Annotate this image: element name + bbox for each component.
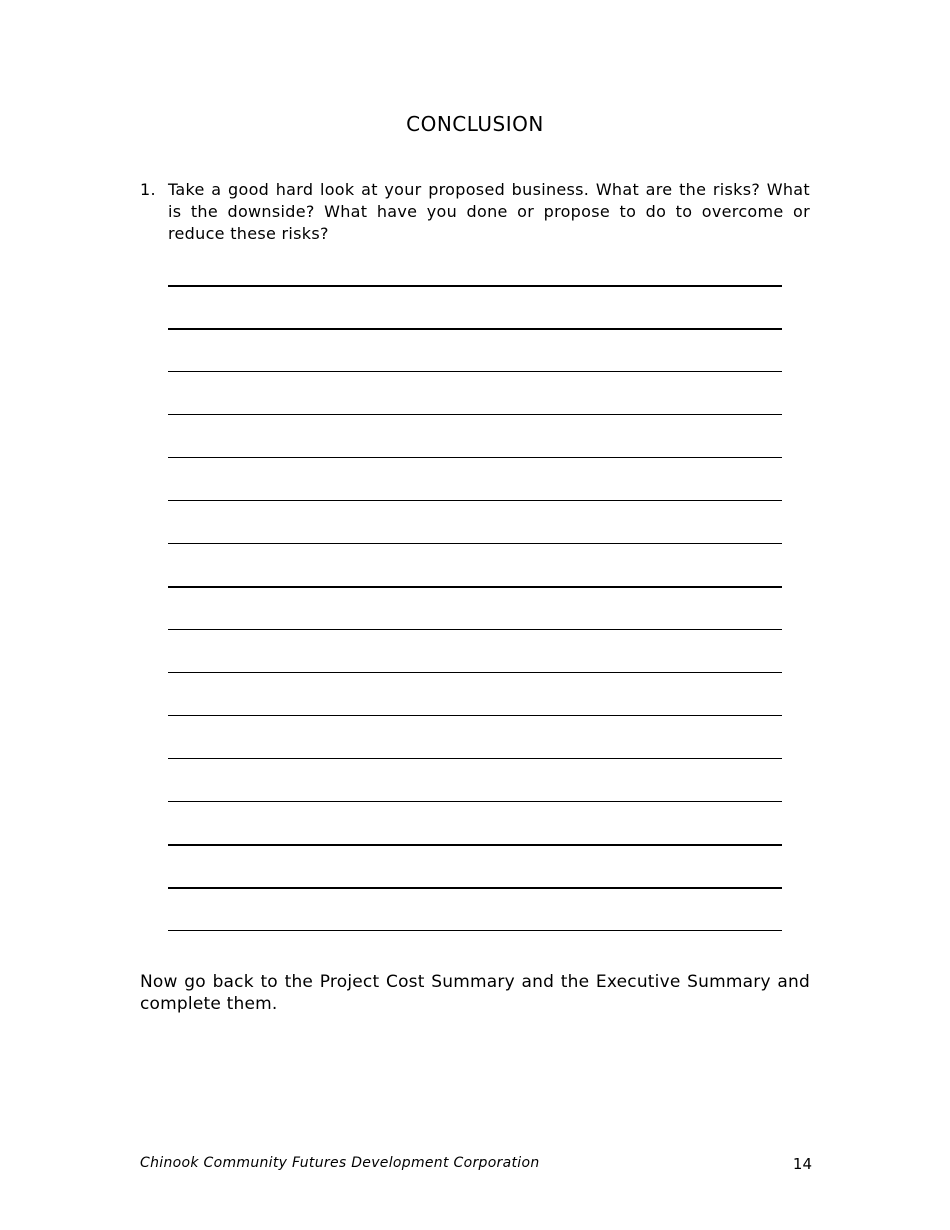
answer-line	[168, 414, 782, 415]
footer-organization: Chinook Community Futures Development Corporation	[140, 1155, 540, 1171]
answer-line	[168, 844, 782, 846]
answer-line	[168, 672, 782, 673]
answer-line	[168, 371, 782, 372]
answer-line	[168, 586, 782, 588]
page-title: CONCLUSION	[406, 112, 544, 136]
answer-line	[168, 930, 782, 931]
answer-line	[168, 285, 782, 287]
answer-line	[168, 543, 782, 544]
answer-line	[168, 801, 782, 802]
question-number: 1.	[140, 180, 156, 199]
page-number: 14	[792, 1155, 812, 1173]
answer-line	[168, 457, 782, 458]
answer-line	[168, 715, 782, 716]
closing-instruction: Now go back to the Project Cost Summary and the Executive Summary and complete them.	[140, 972, 810, 1014]
answer-line	[168, 328, 782, 330]
answer-line	[168, 629, 782, 630]
answer-line	[168, 758, 782, 759]
answer-line	[168, 500, 782, 501]
question-text: Take a good hard look at your proposed business. What are the risks? What is the downside? What have you done or propose to do to overcome or reduce these risks?	[168, 180, 810, 243]
answer-line	[168, 887, 782, 889]
